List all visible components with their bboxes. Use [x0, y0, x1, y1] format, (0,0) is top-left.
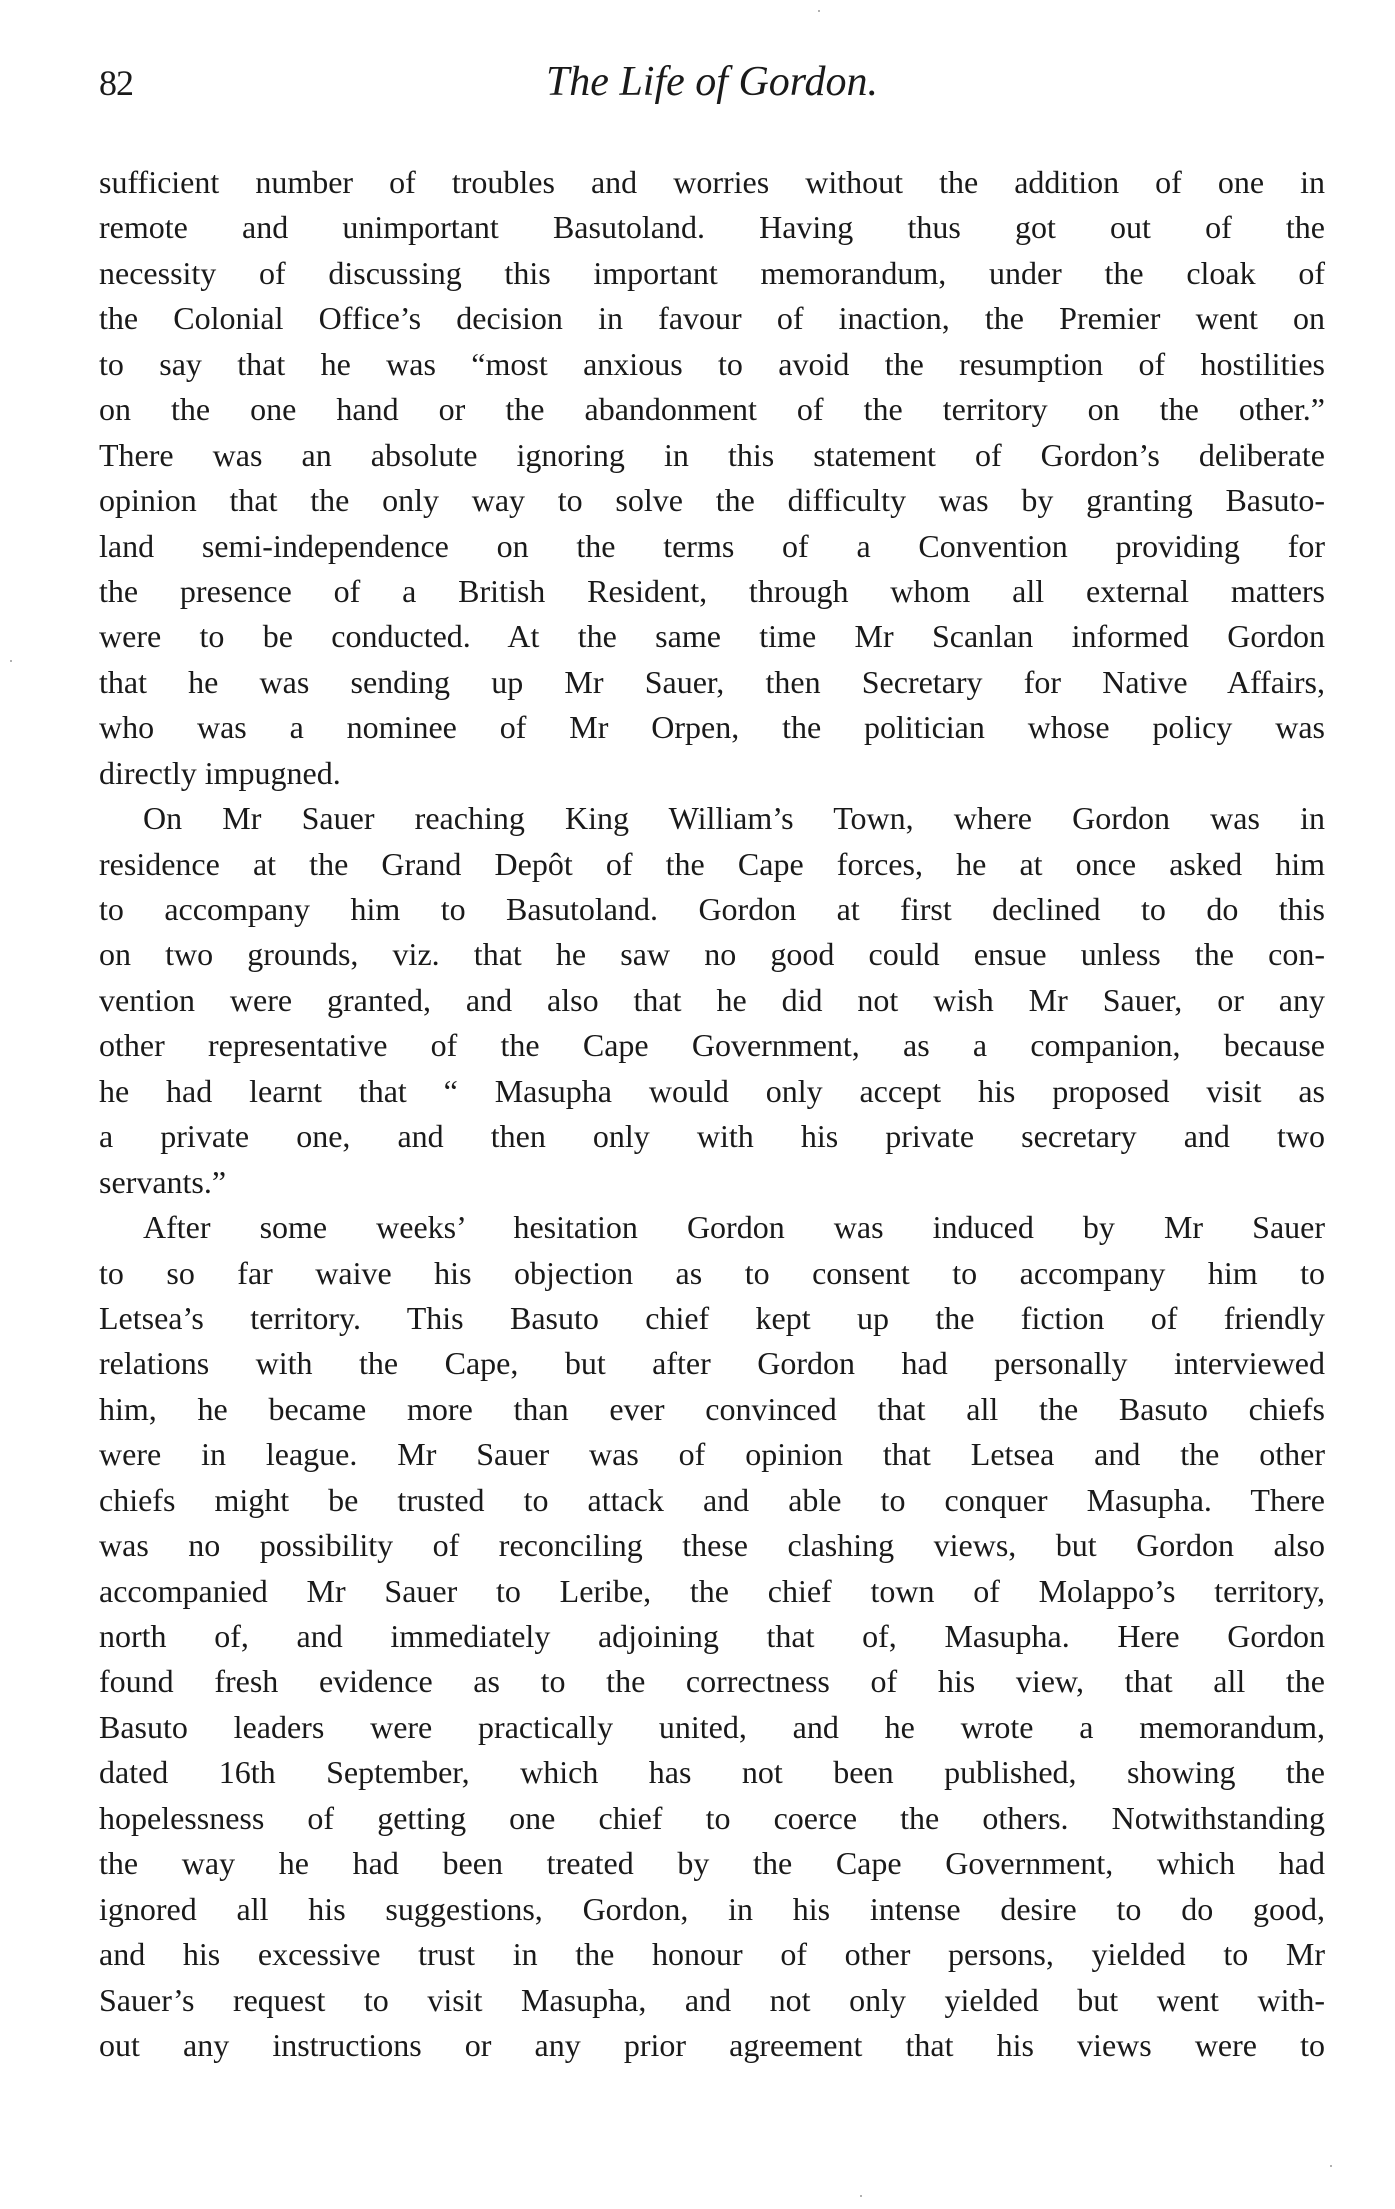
- text-line: the presence of a British Resident, through whom all external matters: [99, 572, 1325, 609]
- text-line: On Mr Sauer reaching King William’s Town, where Gordon was in: [143, 800, 1325, 837]
- text-line: After some weeks’ hesitation Gordon was induced by Mr Sauer: [143, 1209, 1325, 1246]
- text-line: vention were granted, and also that he did not wish Mr Sauer, or any: [99, 981, 1325, 1018]
- body-text: [99, 160, 1325, 2068]
- text-line: was no possibility of reconciling these clashing views, but Gordon also: [99, 1527, 1325, 1564]
- text-line: who was a nominee of Mr Orpen, the politician whose policy was: [99, 709, 1325, 746]
- text-line: out any instructions or any prior agreement that his views were to: [99, 2026, 1325, 2063]
- text-line: ignored all his suggestions, Gordon, in his intense desire to do good,: [99, 1890, 1325, 1927]
- text-line: other representative of the Cape Government, as a companion, because: [99, 1027, 1325, 1064]
- text-line: servants.”: [99, 1163, 227, 1200]
- page-number: 82: [99, 63, 133, 103]
- running-head: [99, 58, 1325, 110]
- text-line: north of, and immediately adjoining that of, Masupha. Here Gordon: [99, 1618, 1325, 1654]
- text-line: land semi-independence on the terms of a Convention providing for: [99, 527, 1325, 564]
- text-line: on the one hand or the abandonment of the territory on the other.”: [99, 391, 1325, 428]
- scan-speck: [10, 660, 12, 662]
- text-line: and his excessive trust in the honour of other persons, yielded to Mr: [99, 1936, 1325, 1973]
- text-line: necessity of discussing this important memorandum, under the cloak of: [99, 254, 1325, 291]
- text-line: on two grounds, viz. that he saw no good could ensue unless the con-: [99, 936, 1325, 973]
- text-line: to so far waive his objection as to consent to accompany him to: [99, 1254, 1325, 1291]
- text-line: residence at the Grand Depôt of the Cape forces, he at once asked him: [99, 845, 1325, 882]
- scan-speck: [860, 2195, 862, 2197]
- text-line: he had learnt that “ Masupha would only accept his proposed visit as: [99, 1072, 1325, 1109]
- text-line: hopelessness of getting one chief to coerce the others. Notwithstanding: [99, 1799, 1325, 1836]
- text-line: Letsea’s territory. This Basuto chief kept up the fiction of friendly: [99, 1299, 1325, 1336]
- text-line: remote and unimportant Basutoland. Having thus got out of the: [99, 209, 1325, 246]
- text-line: a private one, and then only with his private secretary and two: [99, 1118, 1325, 1155]
- scan-speck: [1330, 2165, 1332, 2167]
- text-line: found fresh evidence as to the correctness of his view, that all the: [99, 1663, 1325, 1700]
- text-line: to say that he was “most anxious to avoid the resumption of hostilities: [99, 345, 1325, 382]
- text-line: to accompany him to Basutoland. Gordon at first declined to do this: [99, 891, 1325, 927]
- text-line: the Colonial Office’s decision in favour of inaction, the Premier went on: [99, 300, 1325, 337]
- text-line: sufficient number of troubles and worries without the addition of one in: [99, 164, 1325, 200]
- text-line: relations with the Cape, but after Gordon had personally interviewed: [99, 1345, 1325, 1382]
- scan-speck: [818, 10, 820, 12]
- text-line: that he was sending up Mr Sauer, then Secretary for Native Affairs,: [99, 663, 1325, 700]
- text-line: dated 16th September, which has not been published, showing the: [99, 1754, 1325, 1791]
- text-line: Sauer’s request to visit Masupha, and not only yielded but went with-: [99, 1981, 1325, 2018]
- text-line: opinion that the only way to solve the difficulty was by granting Basuto-: [99, 482, 1325, 519]
- text-line: were in league. Mr Sauer was of opinion that Letsea and the other: [99, 1436, 1325, 1473]
- text-line: chiefs might be trusted to attack and able to conquer Masupha. There: [99, 1481, 1325, 1518]
- text-line: the way he had been treated by the Cape Government, which had: [99, 1845, 1325, 1882]
- text-line: him, he became more than ever convinced that all the Basuto chiefs: [99, 1390, 1325, 1427]
- text-line: accompanied Mr Sauer to Leribe, the chief town of Molappo’s territory,: [99, 1572, 1325, 1609]
- text-line: were to be conducted. At the same time Mr Scanlan informed Gordon: [99, 618, 1325, 655]
- text-line: There was an absolute ignoring in this statement of Gordon’s deliberate: [99, 436, 1325, 473]
- text-line: Basuto leaders were practically united, and he wrote a memorandum,: [99, 1708, 1325, 1745]
- text-line: directly impugned.: [99, 754, 341, 791]
- running-title: The Life of Gordon.: [545, 59, 879, 105]
